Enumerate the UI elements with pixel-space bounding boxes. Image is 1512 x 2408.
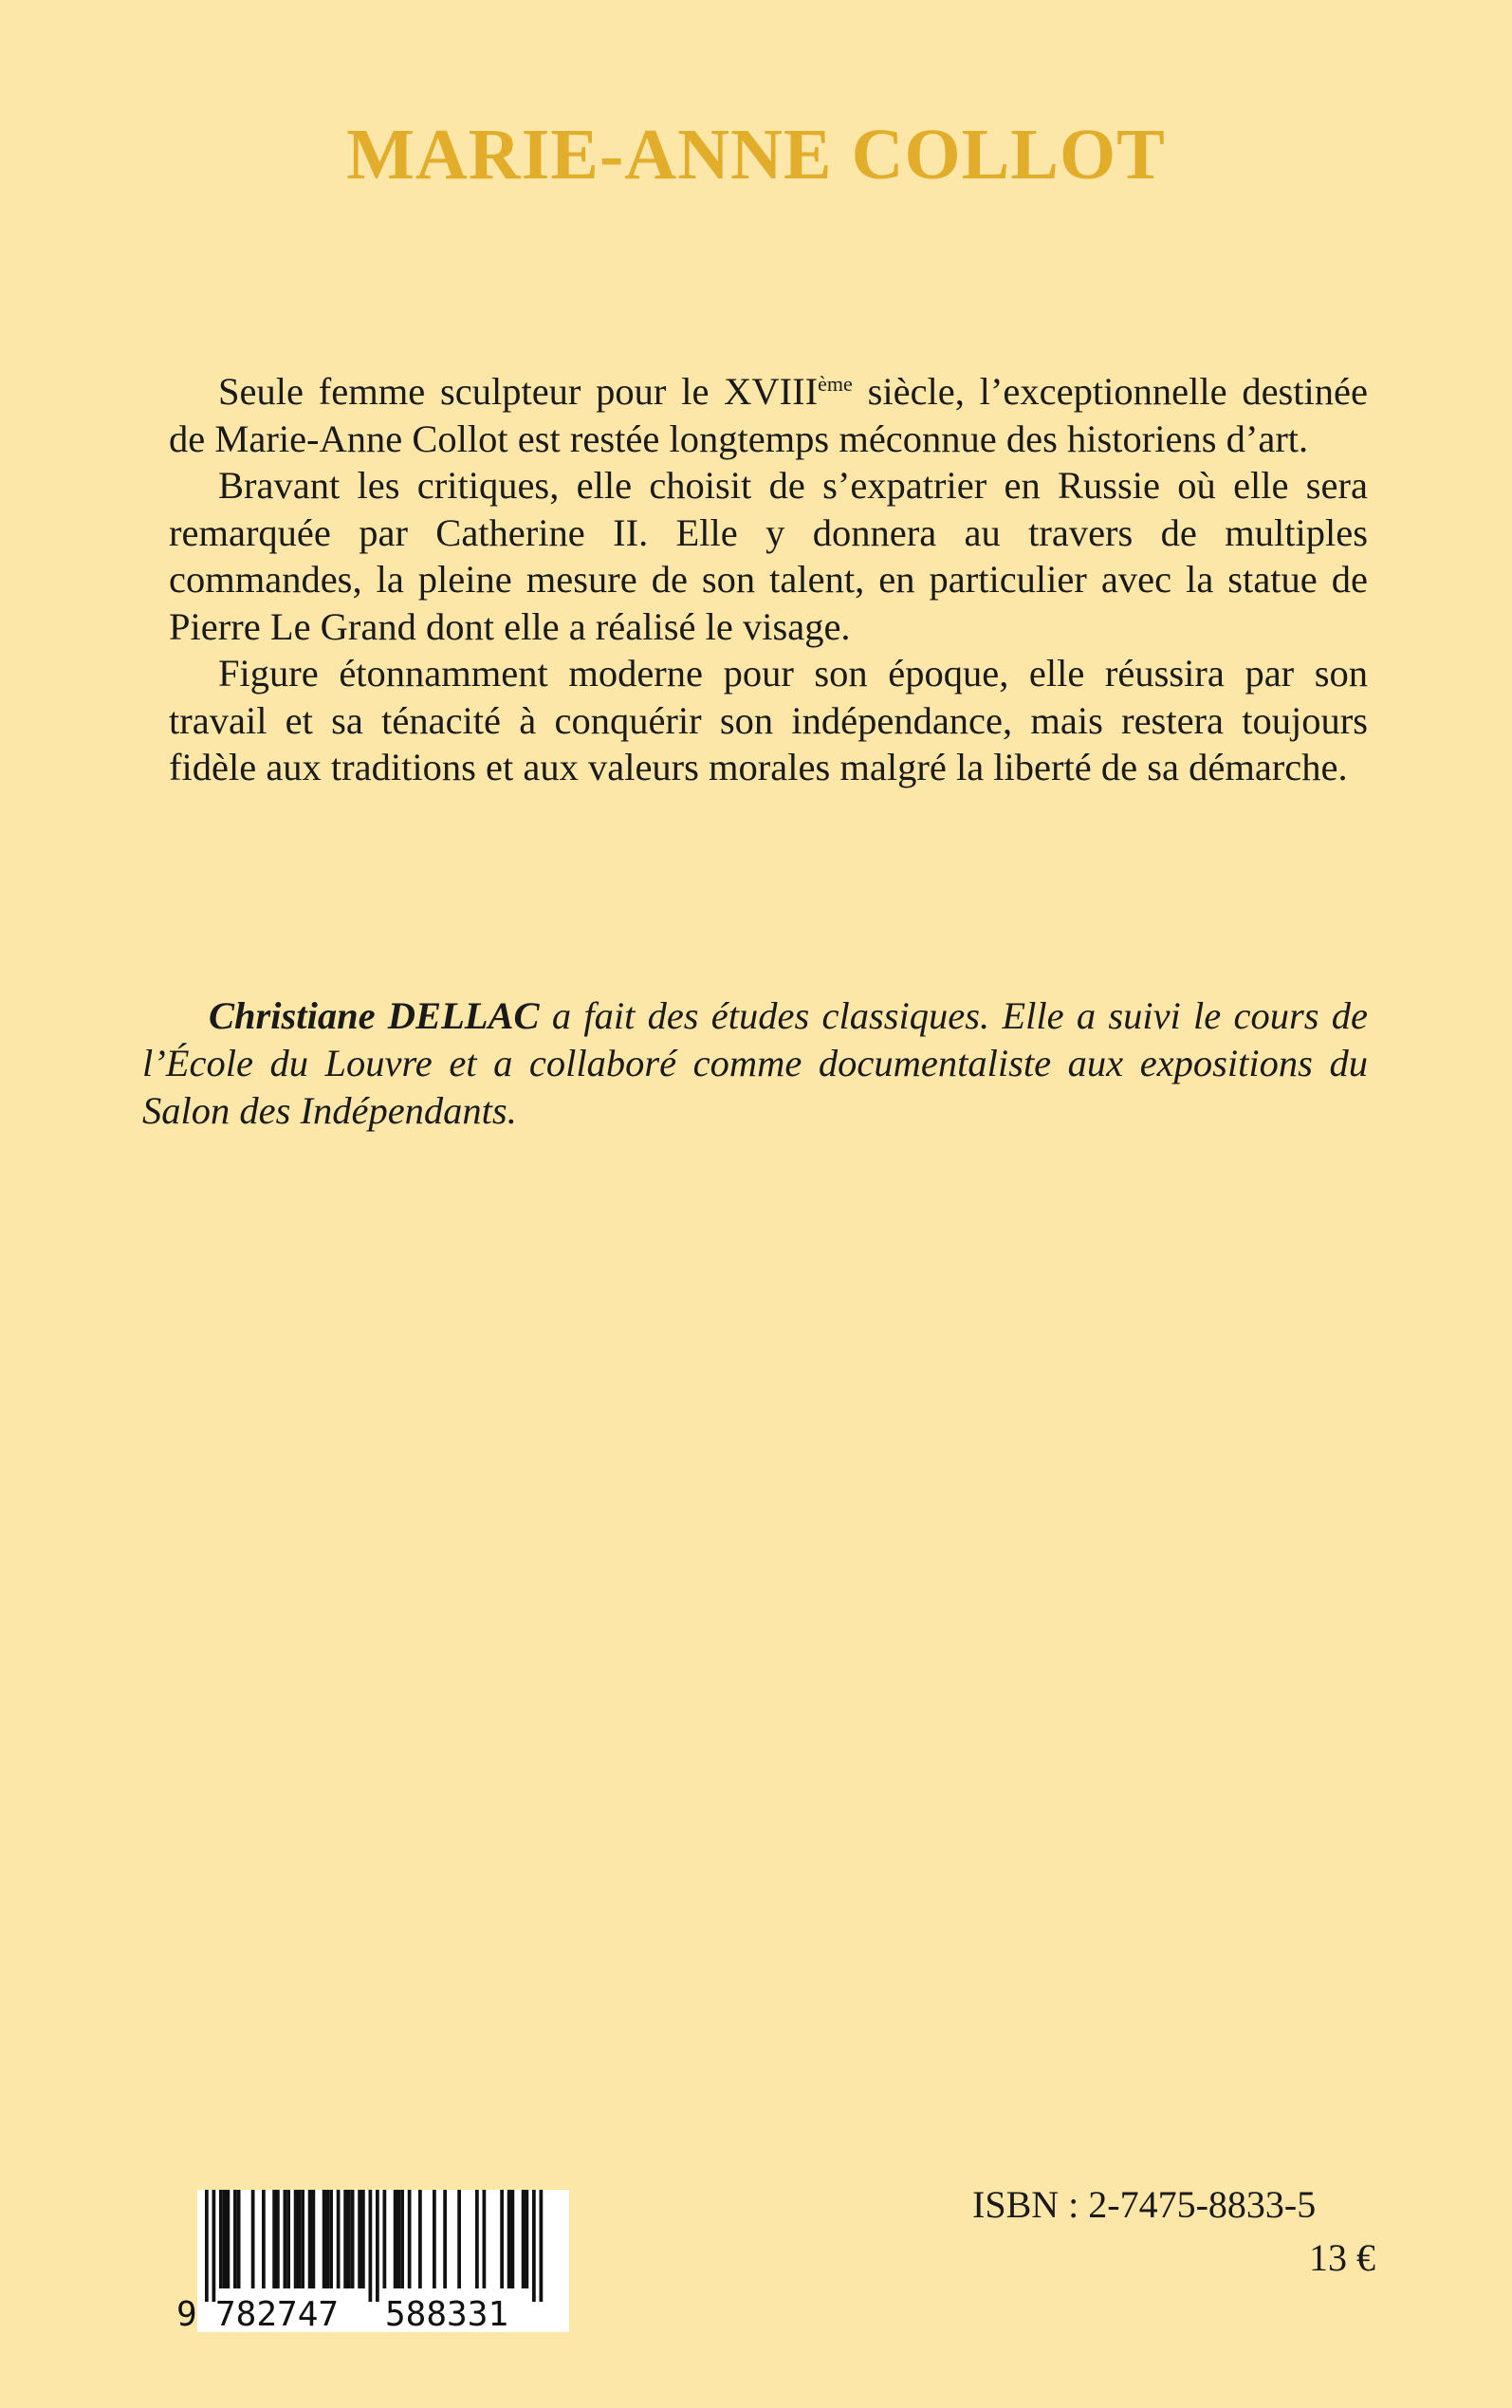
barcode-bar	[443, 2190, 447, 2288]
barcode-bar	[205, 2190, 209, 2302]
barcode-bar	[284, 2190, 287, 2288]
barcode-bar	[361, 2190, 365, 2288]
blurb-paragraph-3: Figure étonnamment moderne pour son époque, elle réussira par son travail et sa ténacité à conquérir son indépendance, mais restera toujours fidèle aux traditions et aux valeurs morales malgré la liberté de sa démarche.	[169, 652, 1368, 788]
barcode-bar	[511, 2190, 515, 2288]
blurb-paragraph-2: Bravant les critiques, elle choisit de s’expatrier en Russie où elle sera remarquée par Catherine II. Elle y donnera au travers de multiples commandes, la pleine mesure de son talent, en particulier avec la statue de Pierre Le Grand dont elle a réalisé le visage.	[169, 464, 1368, 648]
barcode-bar	[526, 2190, 529, 2288]
barcode-bar	[337, 2190, 341, 2288]
barcode-bar	[237, 2190, 241, 2288]
author-bio	[142, 992, 1368, 1135]
barcode-digits-left: 782747	[215, 2295, 340, 2332]
barcode-bar	[294, 2190, 298, 2288]
barcode-bar	[532, 2190, 536, 2302]
barcode-graphic	[171, 2190, 569, 2332]
blurb-paragraph-1: Seule femme sculpteur pour le XVIIIème siècle, l’exceptionnelle destinée de Marie-Anne Collot est restée longtemps méconnue des historiens d’art.	[169, 370, 1369, 460]
barcode-bar	[522, 2190, 526, 2288]
barcode-bar	[507, 2190, 511, 2288]
barcode-bar	[227, 2190, 230, 2288]
barcode-bar	[223, 2190, 227, 2288]
superscript: ème	[818, 372, 853, 396]
barcode-bar	[312, 2190, 316, 2288]
barcode-bar	[457, 2190, 461, 2288]
price: 13 €	[1309, 2236, 1375, 2279]
barcode-bar	[540, 2190, 544, 2302]
barcode-bar	[212, 2190, 216, 2302]
barcode-bar	[483, 2190, 487, 2288]
barcode-bar	[383, 2190, 387, 2288]
barcode-bar	[408, 2190, 412, 2288]
barcode-bar	[301, 2190, 304, 2288]
barcode-bar	[286, 2190, 290, 2288]
barcode-digit-prefix: 9	[176, 2295, 197, 2332]
barcode-bar	[323, 2190, 326, 2288]
barcode-bar	[272, 2190, 276, 2288]
book-title: MARIE-ANNE COLLOT	[346, 115, 1166, 194]
author-name: Christiane DELLAC	[209, 994, 540, 1037]
barcode-bar	[347, 2190, 351, 2288]
barcode-bar	[343, 2190, 347, 2288]
barcode-digits-right: 588331	[385, 2295, 509, 2332]
isbn: ISBN : 2-7475-8833-5	[972, 2183, 1317, 2226]
barcode-bar	[219, 2190, 223, 2288]
barcode-bar	[500, 2190, 504, 2288]
barcode-bar	[262, 2190, 266, 2288]
barcode-bar	[308, 2190, 312, 2288]
barcode-bar	[351, 2190, 355, 2288]
barcode-bar	[418, 2190, 422, 2288]
barcode-bar	[397, 2190, 401, 2288]
barcode-bar	[433, 2190, 436, 2288]
barcode-bar	[251, 2190, 255, 2288]
barcode-bar	[475, 2190, 479, 2288]
barcode-bar	[394, 2190, 397, 2288]
barcode-bar	[400, 2190, 404, 2288]
barcode-bar	[298, 2190, 302, 2288]
barcode-bar	[326, 2190, 330, 2288]
barcode-bar	[376, 2190, 379, 2302]
author-bio-text: a fait des études classiques. Elle a suivi le cours de l’École du Louvre et a collaboré comme documentaliste aux expositions du Salon des Indépendants.	[142, 994, 1368, 1132]
barcode	[171, 2190, 569, 2332]
barcode-bar	[369, 2190, 373, 2302]
barcode-bar	[233, 2190, 237, 2288]
barcode-bar	[358, 2190, 361, 2288]
barcode-bar	[276, 2190, 280, 2288]
barcode-bar	[329, 2190, 333, 2288]
back-cover-blurb	[169, 368, 1368, 791]
